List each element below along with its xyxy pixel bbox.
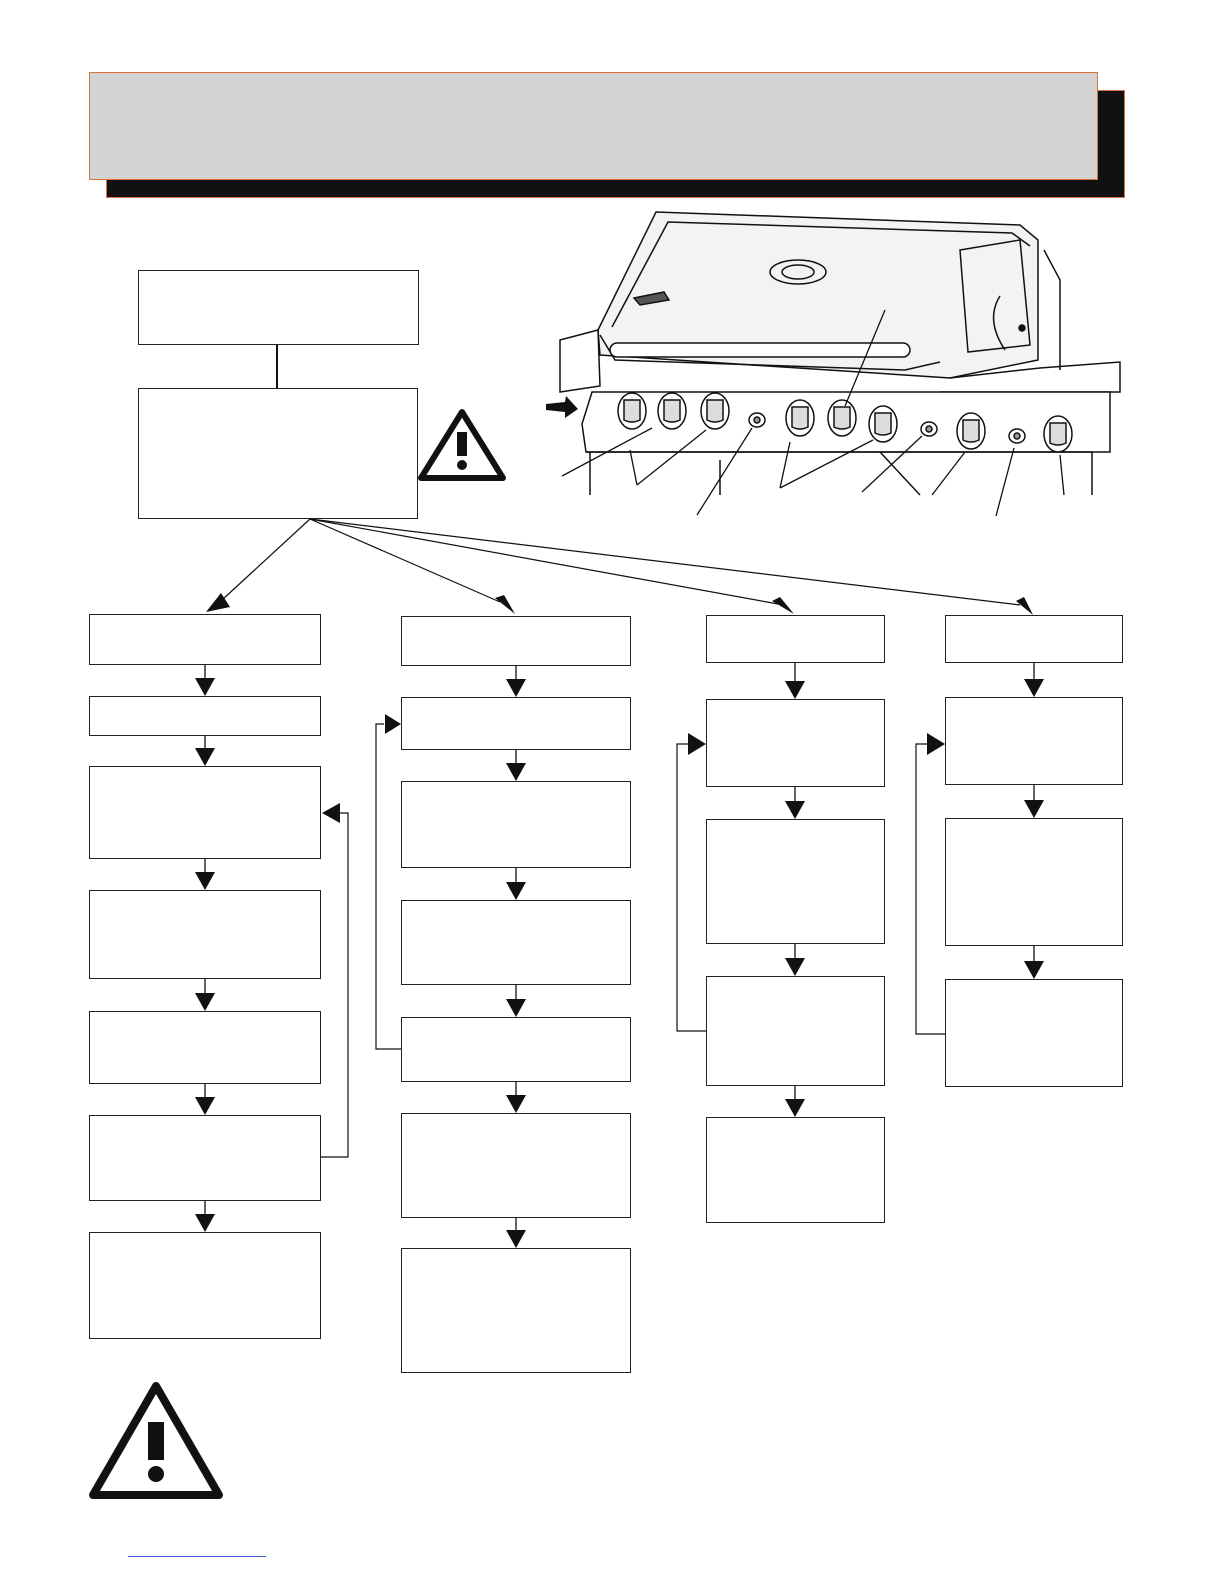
down-arrow-head — [785, 1099, 805, 1117]
down-arrow-head — [506, 1230, 526, 1248]
warning-triangle-icon — [421, 412, 503, 478]
warning-triangle-icon — [93, 1386, 219, 1495]
down-arrow-head — [506, 999, 526, 1017]
grill-illustration — [560, 212, 1120, 495]
footer-link-underline[interactable] — [128, 1556, 266, 1557]
down-arrow-head — [506, 882, 526, 900]
down-arrow-head — [195, 872, 215, 890]
down-arrows — [195, 663, 1044, 1248]
down-arrow-head — [785, 958, 805, 976]
down-arrow-head — [1024, 679, 1044, 697]
down-arrow-head — [195, 1214, 215, 1232]
down-arrow-head — [195, 993, 215, 1011]
down-arrow-head — [785, 681, 805, 699]
down-arrow-head — [195, 678, 215, 696]
down-arrow-head — [195, 1097, 215, 1115]
down-arrow-head — [195, 748, 215, 766]
down-arrow-head — [506, 679, 526, 697]
down-arrow-head — [1024, 961, 1044, 979]
loop-arrowheads — [322, 714, 945, 823]
down-arrow-head — [506, 763, 526, 781]
down-arrow-head — [785, 801, 805, 819]
feedback-loops — [321, 724, 945, 1157]
fanout-connectors — [222, 519, 1020, 605]
pointer-arrow-icon — [546, 396, 578, 418]
fanout-arrowheads — [206, 593, 1033, 615]
down-arrow-head — [1024, 800, 1044, 818]
down-arrow-head — [506, 1095, 526, 1113]
